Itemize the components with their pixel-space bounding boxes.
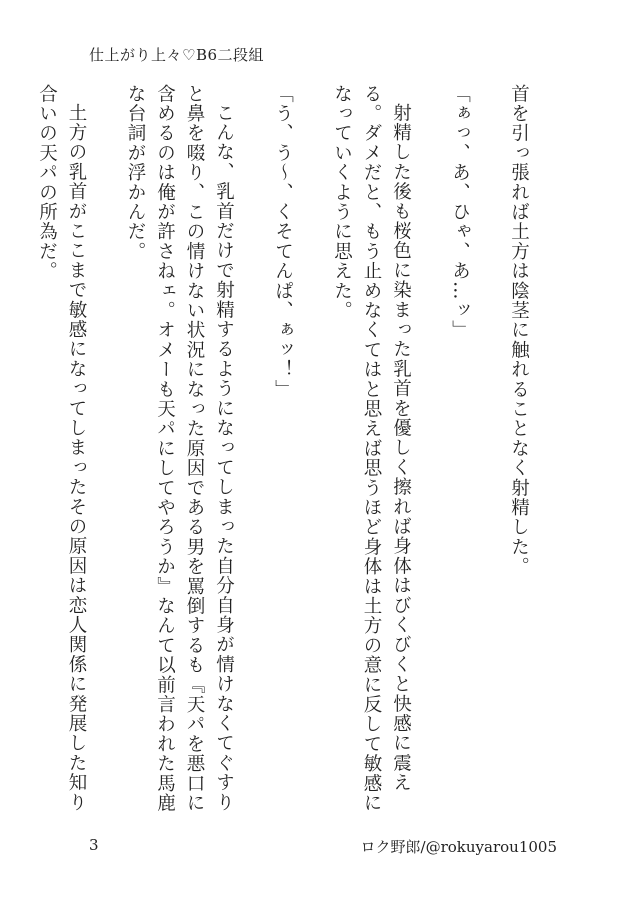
paragraph-5 xyxy=(0,84,3,814)
dialogue-1: 「ぁっ、あ、ひゃ、あ…ッ」 xyxy=(449,84,471,341)
author-credit: ロク野郎/@rokuyarou1005 xyxy=(360,838,557,856)
vertical-body-text xyxy=(36,84,563,814)
paragraph-2: 射精した後も桜色に染まった乳首を優しく擦れば身体はびくびくと快感に震える。ダメだと、もう止めなくてはと思えば思うほど身体は土方の意に反して敏感になっていくように思えた。 xyxy=(331,84,412,813)
dialogue-2: 「う、う～、くそてんぱ、ぁッ！」 xyxy=(272,84,294,400)
paragraph-3: こんな、乳首だけで射精するようになってしまった自分自身が情けなくてぐすりと鼻を啜り、この情けない状況になった原因である男を罵倒するも『天パを悪口に含めるのは俺が許さねェ。オメーも天パにしてやろうか』なんて以前言われた馬鹿な台詞が浮かんだ。 xyxy=(125,84,235,813)
page-number: 3 xyxy=(89,836,99,854)
paragraph-1: 首を引っ張れば土方は陰茎に触れることなく射精した。 xyxy=(508,84,530,577)
paragraph-4: 土方の乳首がここまで敏感になってしまったその原因は恋人関係に発展した知り合いの天パの所為だ。 xyxy=(36,84,87,812)
running-header: 仕上がり上々♡B6二段組 xyxy=(89,46,265,64)
